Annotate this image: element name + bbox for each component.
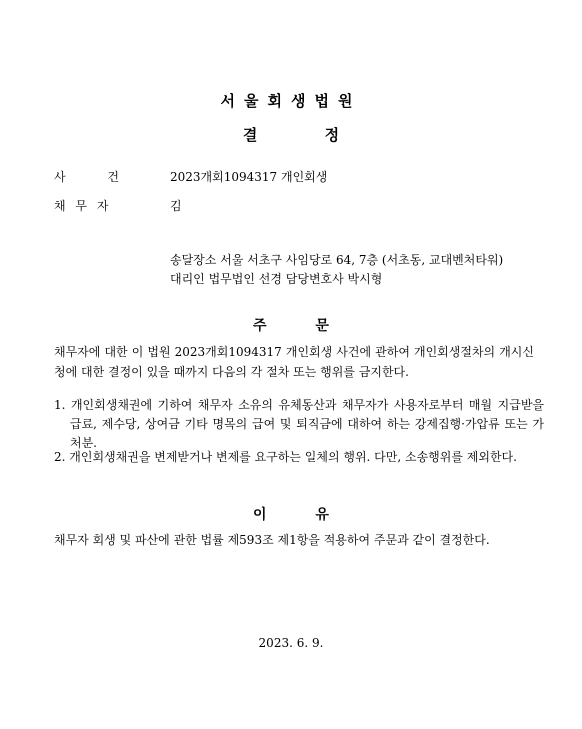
order-item-2: 2. 개인회생채권을 변제받거나 변제를 요구하는 일체의 행위. 다만, 소송행위를 제외한다. [54,450,517,464]
order-item-1: 1. 개인회생채권에 기하여 채무자 소유의 유체동산과 채무자가 사용자로부터 매월 지급받을 급료, 제수당, 상여금 기타 명목의 급여 및 퇴직금에 대하여 하는 강제집행·가압류 또는 가처분. [54,398,544,450]
reason-body: 채무자 회생 및 파산에 관한 법률 제593조 제1항을 적용하여 주문과 같이 결정한다. [54,533,490,547]
case-label: 사 건 [54,170,119,184]
decision-date: 2023. 6. 9. [258,636,324,650]
document-type-title: 결 정 [242,126,340,144]
order-title: 주 문 [253,318,329,334]
reason-title: 이 유 [253,507,329,523]
attorney-line: 대리인 법무법인 선경 담당변호사 박시형 [170,272,383,286]
case-value: 2023개회1094317 개인회생 [170,170,328,184]
court-name: 서울회생법원 [220,92,362,110]
debtor-label: 채 무 자 [54,199,109,213]
delivery-address: 송달장소 서울 서초구 사임당로 64, 7층 (서초동, 교대벤처타워) [170,253,504,267]
order-body: 채무자에 대한 이 법원 2023개회1094317 개인회생 사건에 관하여 개인회생절차의 개시신청에 대한 결정이 있을 때까지 다음의 각 절차 또는 행위를 금지한다. [54,345,534,379]
debtor-value: 김 [170,199,182,213]
